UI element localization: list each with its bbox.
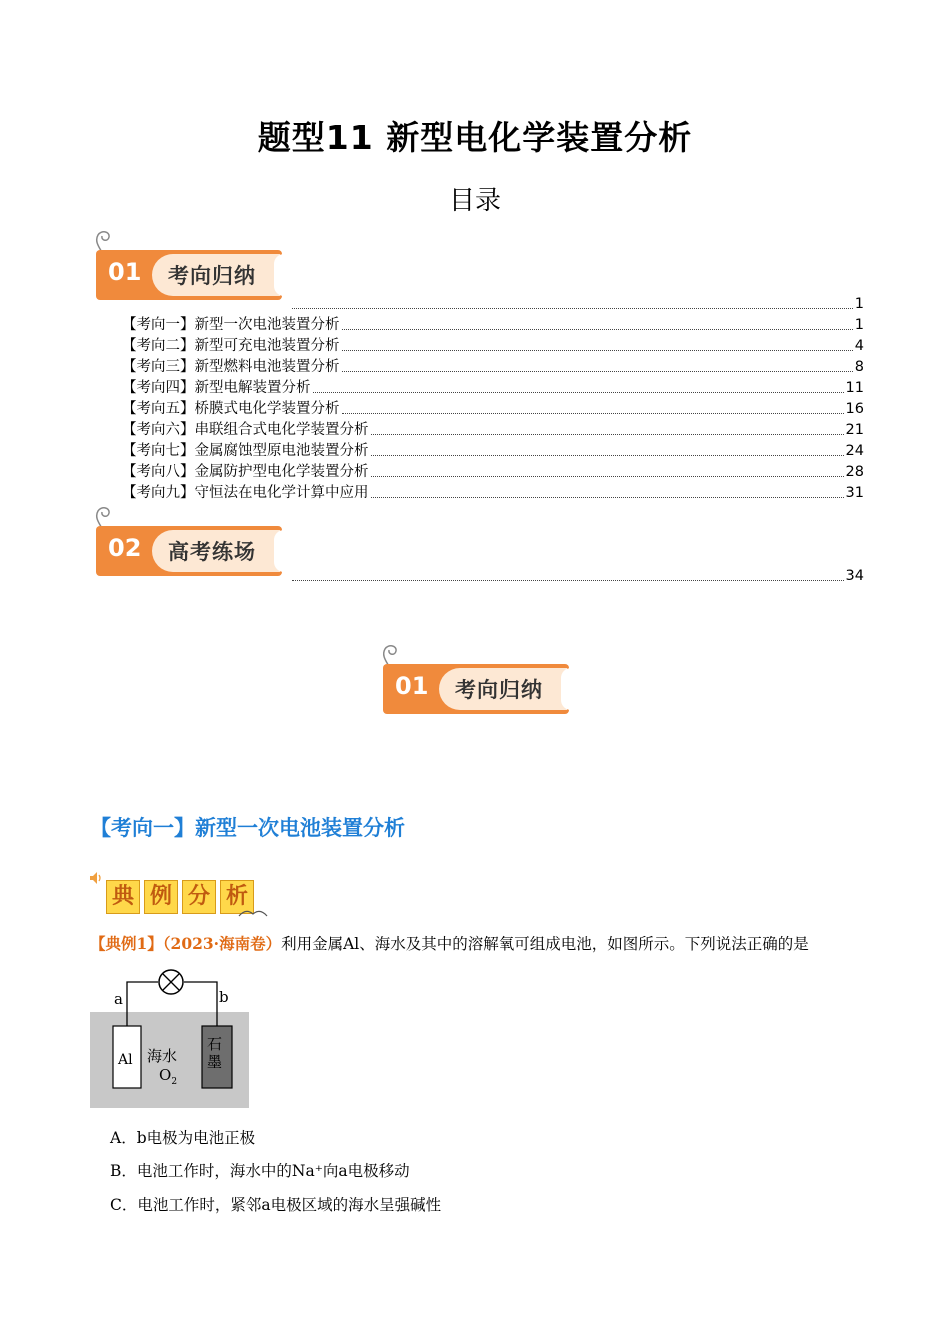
toc-tag: 【考向五】 (122, 401, 195, 417)
toc-entry[interactable] (122, 441, 864, 461)
toc-tag: 【考向一】 (122, 317, 195, 333)
toc-page: 8 (854, 359, 864, 375)
toc-text: 守恒法在电化学计算中应用 (194, 485, 369, 501)
banner-char: 典 (106, 880, 140, 914)
toc-page: 16 (845, 401, 864, 417)
toc-entry-section-one[interactable] (290, 294, 864, 314)
toc-tag: 【考向九】 (122, 485, 195, 501)
electrode-graphite: 石墨 (207, 1035, 223, 1071)
option-c: C．电池工作时，紧邻a电极区域的海水呈强碱性 (110, 1196, 442, 1214)
toc-tag: 【考向六】 (122, 422, 195, 438)
toc-text: 金属腐蚀型原电池装置分析 (194, 443, 369, 459)
example-tag: 【典例1】 (90, 934, 163, 953)
toc-tag: 【考向七】 (122, 443, 195, 459)
toc-entry[interactable] (122, 336, 864, 356)
section-label: 考向归纳 (455, 678, 543, 702)
toc-entry[interactable] (122, 462, 864, 482)
section-number: 02 (108, 534, 142, 562)
speaker-icon (88, 870, 104, 886)
battery-diagram (88, 965, 253, 1110)
toc-entry-section-two[interactable] (290, 566, 864, 586)
toc-label: 目录 (448, 186, 501, 216)
option-a: A．b电极为电池正极 (110, 1129, 256, 1147)
toc-text: 金属防护型电化学装置分析 (194, 464, 369, 480)
example-source: （2023·海南卷） (162, 934, 282, 953)
banner-char: 分 (182, 880, 216, 914)
example-question (90, 932, 809, 954)
banner-char: 例 (144, 880, 178, 914)
book-icon (238, 906, 268, 918)
toc-text: 新型燃料电池装置分析 (194, 359, 340, 375)
toc-page: 24 (845, 443, 864, 459)
toc-page: 11 (845, 380, 864, 396)
banner-char: 析 (220, 880, 254, 914)
section-badge-01-center (383, 652, 578, 714)
solution-oxygen (159, 1066, 177, 1087)
toc-entry[interactable] (122, 399, 864, 419)
example-text: 利用金属Al、海水及其中的溶解氧可组成电池，如图所示。下列说法正确的是 (281, 935, 809, 953)
toc-text: 新型可充电池装置分析 (194, 338, 340, 354)
topic-heading: 【考向一】新型一次电池装置分析 (90, 816, 405, 840)
toc-page: 31 (845, 485, 864, 501)
toc-page: 21 (845, 422, 864, 438)
section-badge-02 (96, 514, 291, 576)
section-badge-01 (96, 238, 291, 300)
section-number: 01 (395, 672, 429, 700)
toc-entry[interactable] (122, 378, 864, 398)
toc-entry[interactable] (122, 420, 864, 440)
toc-text: 桥膜式电化学装置分析 (194, 401, 340, 417)
toc-page: 28 (845, 464, 864, 480)
oxygen-symbol: O (159, 1066, 172, 1084)
section-label: 高考练场 (168, 540, 256, 564)
section-number: 01 (108, 258, 142, 286)
toc-page: 1 (854, 317, 864, 333)
option-b: B．电池工作时，海水中的Na⁺向a电极移动 (110, 1162, 410, 1180)
toc-page: 1 (854, 296, 864, 312)
label-a: a (114, 990, 123, 1008)
toc-entry[interactable] (122, 357, 864, 377)
page-title: 题型11 新型电化学装置分析 (257, 118, 693, 157)
toc-text: 新型电解装置分析 (194, 380, 311, 396)
label-b: b (219, 988, 229, 1006)
toc-tag: 【考向八】 (122, 464, 195, 480)
toc-tag: 【考向三】 (122, 359, 195, 375)
toc-page: 4 (854, 338, 864, 354)
toc-tag: 【考向四】 (122, 380, 195, 396)
toc-tag: 【考向二】 (122, 338, 195, 354)
toc-text: 串联组合式电化学装置分析 (194, 422, 369, 438)
toc-text: 新型一次电池装置分析 (194, 317, 340, 333)
oxygen-subscript: 2 (171, 1077, 178, 1087)
section-label: 考向归纳 (168, 264, 256, 288)
example-banner (88, 870, 268, 918)
toc-page: 34 (845, 568, 864, 584)
solution-seawater: 海水 (147, 1047, 178, 1065)
toc-entry[interactable] (122, 483, 864, 503)
electrode-al: Al (118, 1052, 133, 1068)
toc-list (122, 315, 864, 503)
toc-entry[interactable] (122, 315, 864, 335)
